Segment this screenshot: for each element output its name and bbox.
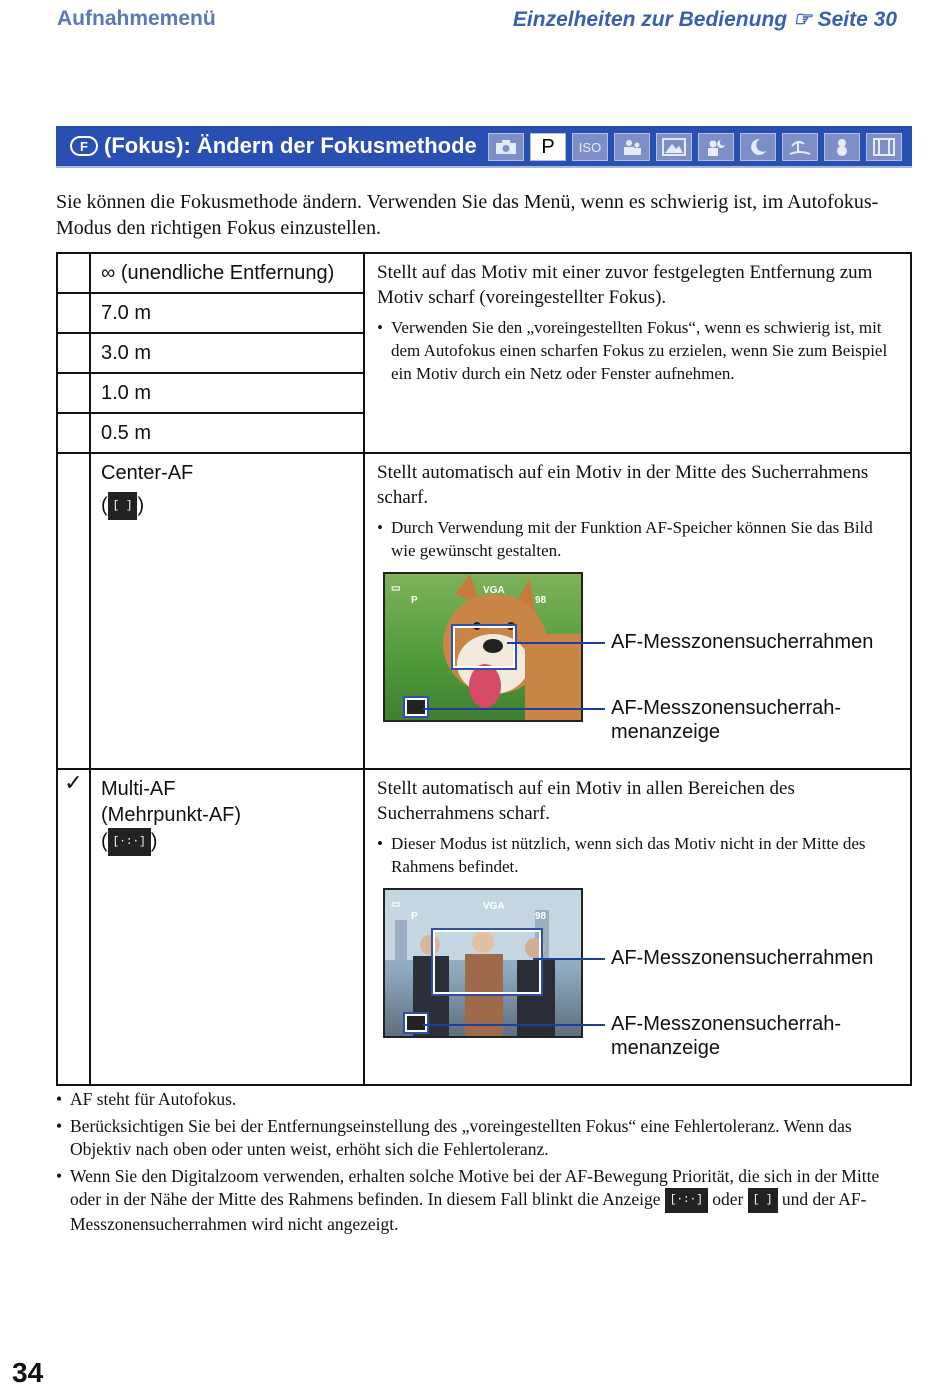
page-number: 34 <box>12 1357 44 1388</box>
portrait-icon <box>614 133 650 161</box>
iso-icon: ISO <box>572 133 608 161</box>
af-indicator <box>405 698 427 716</box>
hud-count: 98 <box>535 911 547 922</box>
intro-text: Sie können die Fokusmethode ändern. Verwenden Sie das Menü, wenn es schwierig ist, im Autofokus-Modus den richtigen Fokus einzustellen. <box>56 191 879 239</box>
center-af-illustration <box>377 572 898 762</box>
af-frame <box>453 626 515 668</box>
option-cell <box>90 253 364 293</box>
multi-desc-text: Stellt automatisch auf ein Motiv in allen Bereichen des Sucherrahmens scharf. <box>377 778 795 824</box>
check-cell <box>57 253 90 293</box>
banner-title-text: (Fokus): Ändern der Fokusmethode <box>104 133 477 158</box>
hud-mode: P <box>411 595 418 606</box>
checkmark-icon: ✓ <box>64 770 83 795</box>
multi-af-symbol-row: ( [·:·] ) <box>91 828 363 860</box>
multi-af-label: Multi-AF <box>101 778 176 800</box>
focus-icon: F <box>70 136 98 156</box>
hud-mode: P <box>411 911 418 922</box>
af-frame-callout: AF-Messzonensucherrahmen <box>611 631 874 653</box>
multi-af-indicator <box>405 1014 427 1032</box>
office-photo: ▭ P VGA 98 <box>383 888 583 1038</box>
option-3m: 3.0 m <box>101 342 152 364</box>
details-link[interactable]: Einzelheiten zur Bedienung ☞ Seite 30 <box>512 8 897 31</box>
check-cell <box>57 373 90 413</box>
movie-icon <box>866 133 902 161</box>
twilight-portrait-icon <box>698 133 734 161</box>
center-af-icon: [ ] <box>748 1188 778 1213</box>
center-af-label: Center-AF <box>101 462 194 484</box>
note-2: Berücksichtigen Sie bei der Entfernungseinstellung des „voreingestellten Fokus“ eine Fehlertoleranz. Wenn das Objektiv nach oben oder unten weist, erhöht sich die Fehlertoleranz. <box>70 1116 852 1159</box>
multi-bullet: Dieser Modus ist nützlich, wenn sich das Motiv nicht in der Mitte des Rahmens befindet. <box>391 834 866 876</box>
note-1: AF steht für Autofokus. <box>70 1089 237 1109</box>
distance-desc-text: Stellt auf das Motiv mit einer zuvor festgelegten Entfernung zum Motiv scharf (voreingestellter Fokus). <box>377 262 873 308</box>
center-af-symbol-row: ( [ ] ) <box>91 492 363 524</box>
option-7m: 7.0 m <box>101 302 152 324</box>
twilight-icon <box>740 133 776 161</box>
check-cell <box>57 333 90 373</box>
center-desc-text: Stellt automatisch auf ein Motiv in der Mitte des Sucherrahmens scharf. <box>377 462 869 508</box>
default-check-cell <box>57 769 90 1085</box>
multi-af-icon: [·:·] <box>665 1188 708 1213</box>
distance-description: Stellt auf das Motiv mit einer zuvor festgelegten Entfernung zum Motiv scharf (voreingestellter Fokus). • Verwenden Sie den „voreingestellten Fokus“, wenn es schwierig ist, mit dem Autofokus einen scharfen Fokus zu erzielen, wenn Sie zum Beispiel ein Motiv durch ein Netz oder Fenster aufnehmen. <box>364 253 911 453</box>
multi-af-illustration <box>377 888 898 1078</box>
multi-indicator-callout: AF-Messzonensucherrah-menanzeige <box>611 1013 842 1059</box>
center-af-description: Stellt automatisch auf ein Motiv in der Mitte des Sucherrahmens scharf. • Durch Verwendung mit der Funktion AF-Speicher können Sie das Bild wie gewünscht gestalten. ▭ P VGA 98 AF-Messzonensucherrahmen AF-Messzonensucherrah-menanzeige <box>364 453 911 769</box>
notes: • AF steht für Autofokus. • Berücksichtigen Sie bei der Entfernungseinstellung des „voreingestellten Fokus“ eine Fehlertoleranz. Wenn das Objektiv nach oben oder unten weist, erhöht sich die Fehlertoleranz. • Wenn Sie den Digitalzoom verwenden, erhalten solche Motive bei der AF-Bewegung Priorität, die sich in der Mitte oder in der Nähe der Mitte des Rahmens befinden. In diesem Fall blinkt die Anzeige [·:·] oder [ ] und der AF-Messzonensucherrahmen wird nicht angezeigt. <box>56 1088 912 1240</box>
section-title: Aufnahmemenü <box>57 7 216 30</box>
option-05m: 0.5 m <box>101 422 152 444</box>
multi-af-label2: (Mehrpunkt-AF) <box>101 804 242 826</box>
center-af-icon: [ ] <box>108 492 138 520</box>
check-cell <box>57 453 90 769</box>
af-indicator-callout: AF-Messzonensucherrah-menanzeige <box>611 697 842 743</box>
distance-bullet: Verwenden Sie den „voreingestellten Fokus“, wenn es schwierig ist, mit dem Autofokus einen scharfen Fokus zu erzielen, wenn Sie zum Beispiel ein Motiv durch ein Netz oder Fenster aufnehmen. <box>391 318 888 383</box>
hud-size: VGA <box>483 585 505 596</box>
banner-title <box>70 133 477 159</box>
note-3: Wenn Sie den Digitalzoom verwenden, erhalten solche Motive bei der AF-Bewegung Priorität, die sich in der Mitte oder in der Nähe der Mitte des Rahmens befinden. In diesem Fall blinkt die Anzeige [·:·] oder [ ] und der AF-Messzonensucherrahmen wird nicht angezeigt. <box>70 1166 880 1235</box>
multi-af-icon: [·:·] <box>108 828 151 856</box>
mode-icons <box>488 133 902 161</box>
multi-frame-callout: AF-Messzonensucherrahmen <box>611 947 874 969</box>
landscape-icon <box>656 133 692 161</box>
focus-options-table <box>56 252 912 1086</box>
dog-photo: ▭ P VGA 98 <box>383 572 583 722</box>
snow-icon <box>824 133 860 161</box>
camera-icon <box>488 133 524 161</box>
center-bullet: Durch Verwendung mit der Funktion AF-Speicher können Sie das Bild wie gewünscht gestalten. <box>391 518 873 560</box>
option-infinity: ∞ (unendliche Entfernung) <box>101 262 335 284</box>
beach-icon <box>782 133 818 161</box>
hud-count: 98 <box>535 595 547 606</box>
hud-size: VGA <box>483 901 505 912</box>
multi-af-cell <box>90 769 364 1085</box>
title-banner <box>56 126 912 166</box>
multi-af-frame <box>433 930 541 994</box>
center-af-cell <box>90 453 364 769</box>
program-mode-icon: P <box>530 133 566 161</box>
multi-af-description: Stellt automatisch auf ein Motiv in allen Bereichen des Sucherrahmens scharf. • Dieser Modus ist nützlich, wenn sich das Motiv nicht in der Mitte des Rahmens befindet. ▭ P VGA 98 AF-Messzonensucherrahmen AF-Messzonensucherrah-menanzeige <box>364 769 911 1085</box>
check-cell <box>57 413 90 453</box>
check-cell <box>57 293 90 333</box>
option-1m: 1.0 m <box>101 382 152 404</box>
